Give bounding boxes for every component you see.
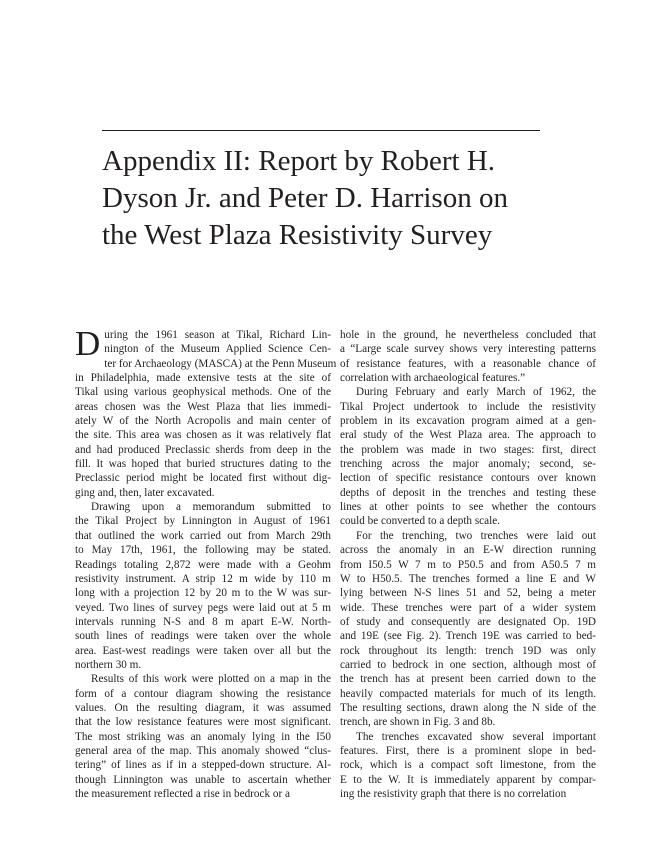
text-line: Preclassic period might be located first without dig- — [75, 472, 331, 485]
text-line: veyed. Two lines of survey pegs were laid out at 5 m — [75, 601, 331, 614]
text-line: the site. This area was chosen as it was relatively flat — [75, 429, 331, 442]
text-line: across the anomaly in an E-W direction running — [340, 544, 596, 557]
text-line: a “Large scale survey shows very interesting patterns — [340, 343, 596, 356]
text-line: uring the 1961 season at Tikal, Richard Lin- — [104, 329, 331, 341]
title-line: Dyson Jr. and Peter D. Harrison on — [102, 182, 508, 214]
text-line: During February and early March of 1962, the — [356, 386, 596, 399]
text-line: northern 30 m. — [75, 658, 142, 671]
text-line: intervals running N-S and 8 m apart E-W. North- — [75, 615, 331, 628]
text-line: the measurement reflected a rise in bedrock or a — [75, 788, 290, 800]
text-line: trench, are shown in Fig. 3 and 8b. — [340, 716, 496, 729]
text-line: the trench has at present been carried down to the — [340, 673, 596, 686]
text-line: values. On the resulting diagram, it was assumed — [75, 701, 331, 714]
left-column — [75, 324, 337, 801]
text-line: E to the W. It is immediately apparent by compar- — [340, 773, 596, 786]
text-line: to May 17th, 1961, the following may be stated. — [75, 544, 331, 557]
text-line: and had produced Preclassic sherds from deep in the — [75, 443, 331, 456]
text-line: eral study of the West Plaza area. The approach to — [340, 429, 596, 442]
text-line: ately W of the North Acropolis and main center of — [75, 415, 331, 428]
text-line: Results of this work were plotted on a map in the — [91, 673, 331, 686]
text-line: The most striking was an anomaly lying in the I50 — [75, 730, 331, 743]
text-line: hole in the ground, he nevertheless concluded that — [340, 329, 596, 341]
text-line: lying between N-S lines 51 and 52, being a meter — [340, 587, 596, 600]
text-line: tering” of lines as if in a stepped-down structure. Al- — [75, 759, 331, 772]
text-line: though Linnington was unable to ascertain whether — [75, 773, 331, 786]
text-line: correlation with archaeological features.” — [340, 372, 526, 385]
text-line: W to H50.5. The trenches formed a line E and W — [340, 572, 596, 585]
text-line: could be converted to a depth scale. — [340, 515, 500, 528]
text-line: ing the resistivity graph that there is no correlation — [340, 788, 567, 800]
text-line: Drawing upon a memorandum submitted to — [91, 501, 331, 514]
drop-cap: D — [75, 324, 101, 363]
text-line: wide. These trenches were part of a wider system — [340, 601, 596, 614]
text-line: The trenches excavated show several important — [356, 730, 596, 743]
text-line: and 19E (see Fig. 2). Trench 19E was carried to bed- — [340, 630, 596, 643]
text-line: that outlined the work carried out from March 29th — [75, 529, 331, 542]
text-line: areas chosen was the West Plaza that lies immedi- — [75, 400, 331, 413]
text-line: Tikal Project undertook to include the resistivity — [340, 400, 596, 413]
text-line: features. First, there is a prominent slope in bed- — [340, 744, 596, 757]
text-line: carried to bedrock in one section, although most of — [340, 658, 596, 671]
right-column — [340, 328, 596, 801]
text-line: the problem was made in two stages: first, direct — [340, 443, 596, 456]
text-line: form of a contour diagram showing the resistance — [75, 687, 331, 700]
text-line: lines at other points to see whether the contours — [340, 501, 596, 514]
header-rule — [102, 130, 540, 131]
text-line: lection of specific resistance contours over known — [340, 472, 596, 485]
text-line: The resulting sections, drawn along the N side of the — [340, 701, 596, 714]
text-line: that the low resistance features were most significant. — [75, 716, 331, 729]
text-line: ter for Archaeology (MASCA) at the Penn Museum — [104, 357, 337, 370]
text-line: problem in its excavation program aimed at a gen- — [340, 415, 596, 428]
text-line: For the trenching, two trenches were laid out — [356, 529, 596, 542]
text-line: heavily compacted materials for much of its length. — [340, 687, 596, 700]
text-line: long with a projection 12 by 20 m to the W was sur- — [75, 587, 331, 600]
chapter-title — [102, 143, 572, 254]
title-line: the West Plaza Resistivity Survey — [102, 219, 493, 251]
text-line: resistivity instrument. A strip 12 m wide by 110 m — [75, 572, 331, 585]
text-line: trenching across the major anomaly; second, se- — [340, 458, 596, 471]
title-line: Appendix II: Report by Robert H. — [102, 145, 496, 177]
text-line: in Philadelphia, made extensive tests at the site of — [75, 372, 331, 385]
text-line: general area of the map. This anomaly showed “clus- — [75, 744, 331, 757]
text-line: the Tikal Project by Linnington in August of 1961 — [75, 515, 331, 528]
text-line: ging and, then, later excavated. — [75, 486, 215, 499]
text-line: of resistance features, with a reasonable chance of — [340, 357, 596, 370]
text-line: rock throughout its length: trench 19D was only — [340, 644, 596, 657]
text-line: nington of the Museum Applied Science Cen- — [104, 343, 331, 356]
text-line: Readings totaling 2,872 were made with a Geohm — [75, 558, 331, 571]
text-line: of study and consequently are designated Op. 19D — [340, 615, 596, 628]
text-line: rock, which is a compact soft limestone, from the — [340, 759, 596, 772]
text-line: from I50.5 W 7 m to P50.5 and from A50.5 7 m — [340, 558, 596, 571]
text-line: fill. It was hoped that buried structures dating to the — [75, 458, 331, 471]
text-line: area. East-west readings were taken over all but the — [75, 644, 331, 657]
text-line: south lines of readings were taken over the whole — [75, 630, 331, 643]
text-line: Tikal using various geophysical methods. One of the — [75, 386, 331, 399]
text-line: depths of deposit in the trenches and testing these — [340, 486, 596, 499]
